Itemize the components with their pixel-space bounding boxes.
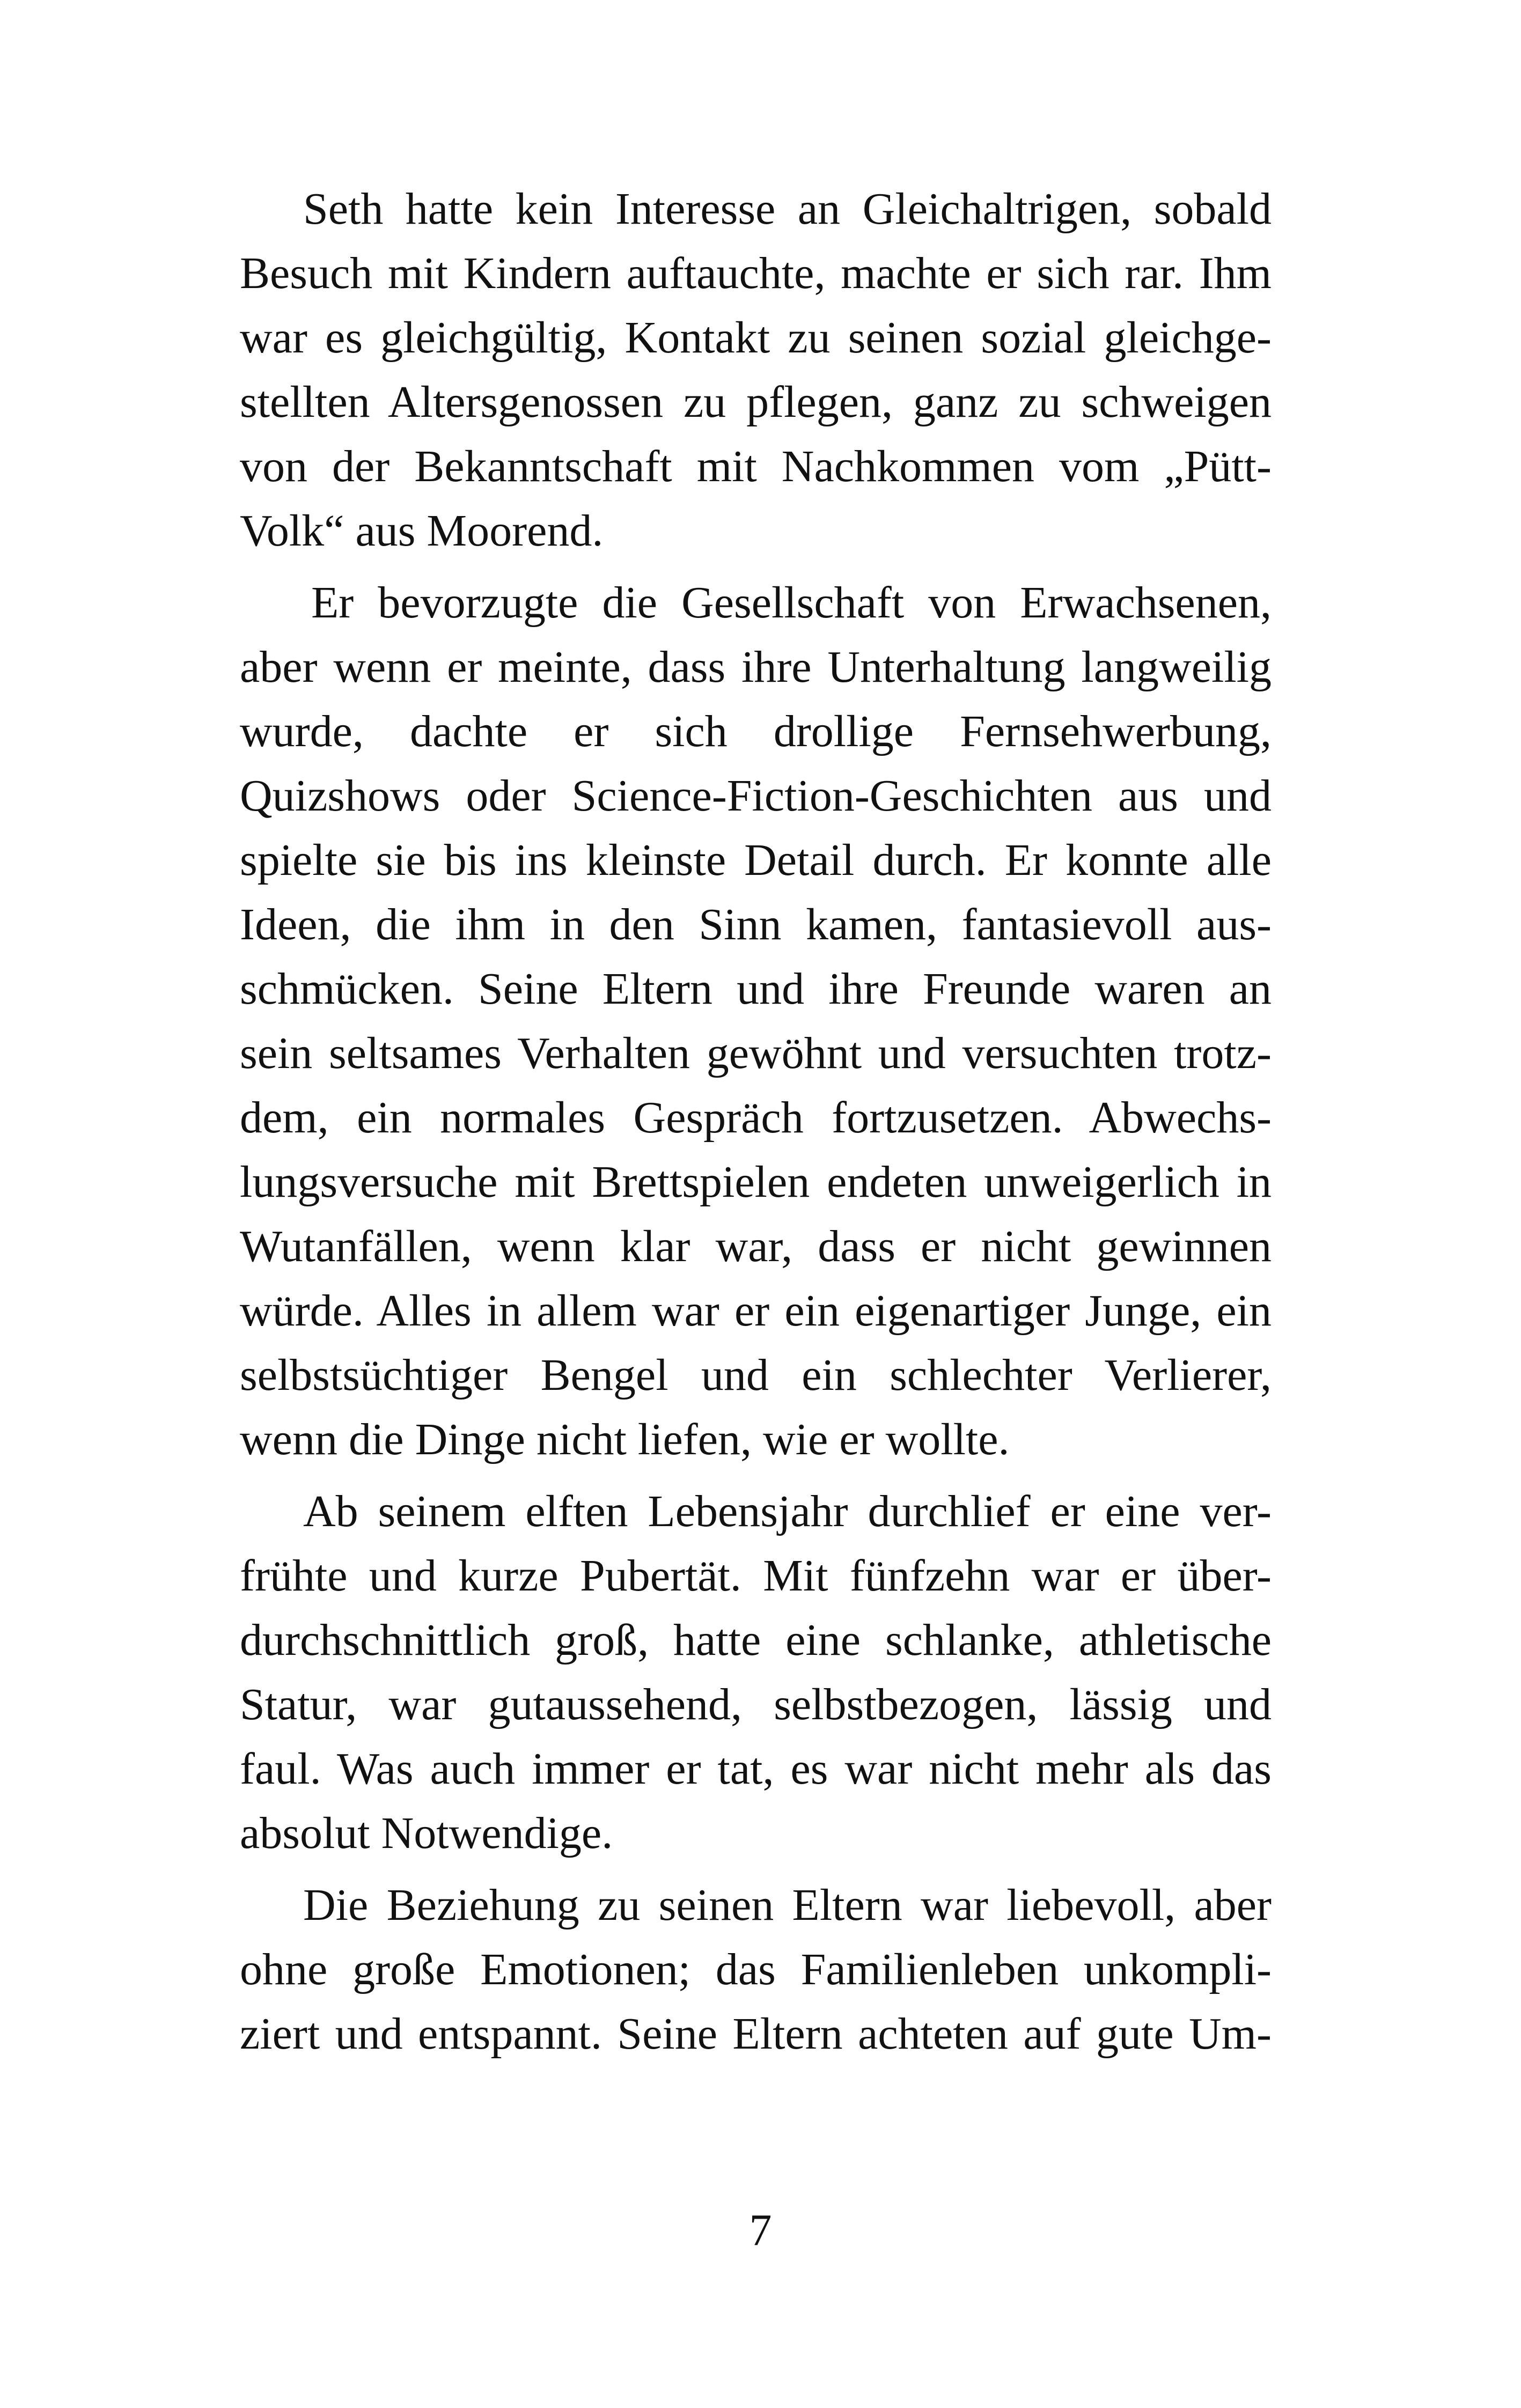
text-line: Quizshows oder Science-Fiction-Geschichten aus und xyxy=(240,771,1272,821)
text-line: war es gleichgültig, Kontakt zu seinen sozial gleichge- xyxy=(240,313,1272,363)
text-line: absolut Notwendige. xyxy=(240,1808,613,1858)
text-line: wenn die Dinge nicht liefen, wie er wollte. xyxy=(240,1415,1010,1464)
text-line: selbstsüchtiger Bengel und ein schlechter Verlierer, xyxy=(240,1350,1272,1400)
text-line: frühte und kurze Pubertät. Mit fünfzehn war er über- xyxy=(240,1551,1272,1601)
text-line: Ab seinem elften Lebensjahr durchlief er eine ver- xyxy=(303,1486,1272,1536)
page-number: 7 xyxy=(749,2205,772,2255)
paragraph-2 xyxy=(240,571,1272,1472)
text-line: Die Beziehung zu seinen Eltern war liebevoll, aber xyxy=(303,1880,1272,1930)
text-line: dem, ein normales Gespräch fortzusetzen. Abwechs- xyxy=(240,1093,1272,1143)
text-line: Er bevorzugte die Gesellschaft von Erwachsenen, xyxy=(311,578,1272,628)
text-line: Statur, war gutaussehend, selbstbezogen, lässig und xyxy=(240,1680,1272,1729)
text-line: Seth hatte kein Interesse an Gleichaltrigen, sobald xyxy=(303,184,1272,234)
text-line: Ideen, die ihm in den Sinn kamen, fantasievoll aus- xyxy=(240,900,1272,949)
text-line: aber wenn er meinte, dass ihre Unterhaltung langweilig xyxy=(240,642,1272,692)
paragraph-1 xyxy=(240,177,1272,563)
text-line: spielte sie bis ins kleinste Detail durch. Er konnte alle xyxy=(240,835,1272,885)
body-text xyxy=(240,177,1272,2074)
text-line: wurde, dachte er sich drollige Fernsehwerbung, xyxy=(240,706,1272,756)
text-line: lungsversuche mit Brettspielen endeten unweigerlich in xyxy=(240,1157,1272,1207)
paragraph-4 xyxy=(240,1873,1272,2066)
text-line: faul. Was auch immer er tat, es war nicht mehr als das xyxy=(240,1744,1272,1794)
paragraph-3 xyxy=(240,1479,1272,1866)
text-line: Besuch mit Kindern auftauchte, machte er sich rar. Ihm xyxy=(240,248,1272,298)
text-line: Wutanfällen, wenn klar war, dass er nicht gewinnen xyxy=(240,1221,1272,1271)
text-line: schmücken. Seine Eltern und ihre Freunde waren an xyxy=(240,964,1272,1014)
text-line: Volk“ aus Moorend. xyxy=(240,506,604,556)
text-line: von der Bekanntschaft mit Nachkommen vom „Pütt- xyxy=(240,441,1272,491)
text-line: stellten Altersgenossen zu pflegen, ganz zu schweigen xyxy=(240,377,1272,427)
text-line: ohne große Emotionen; das Familienleben unkompli- xyxy=(240,1945,1272,1994)
text-line: ziert und entspannt. Seine Eltern achteten auf gute Um- xyxy=(240,2009,1272,2059)
text-line: würde. Alles in allem war er ein eigenartiger Junge, ein xyxy=(240,1286,1272,1336)
text-line: durchschnittlich groß, hatte eine schlanke, athletische xyxy=(240,1615,1272,1665)
text-line: sein seltsames Verhalten gewöhnt und versuchten trotz- xyxy=(240,1028,1272,1078)
